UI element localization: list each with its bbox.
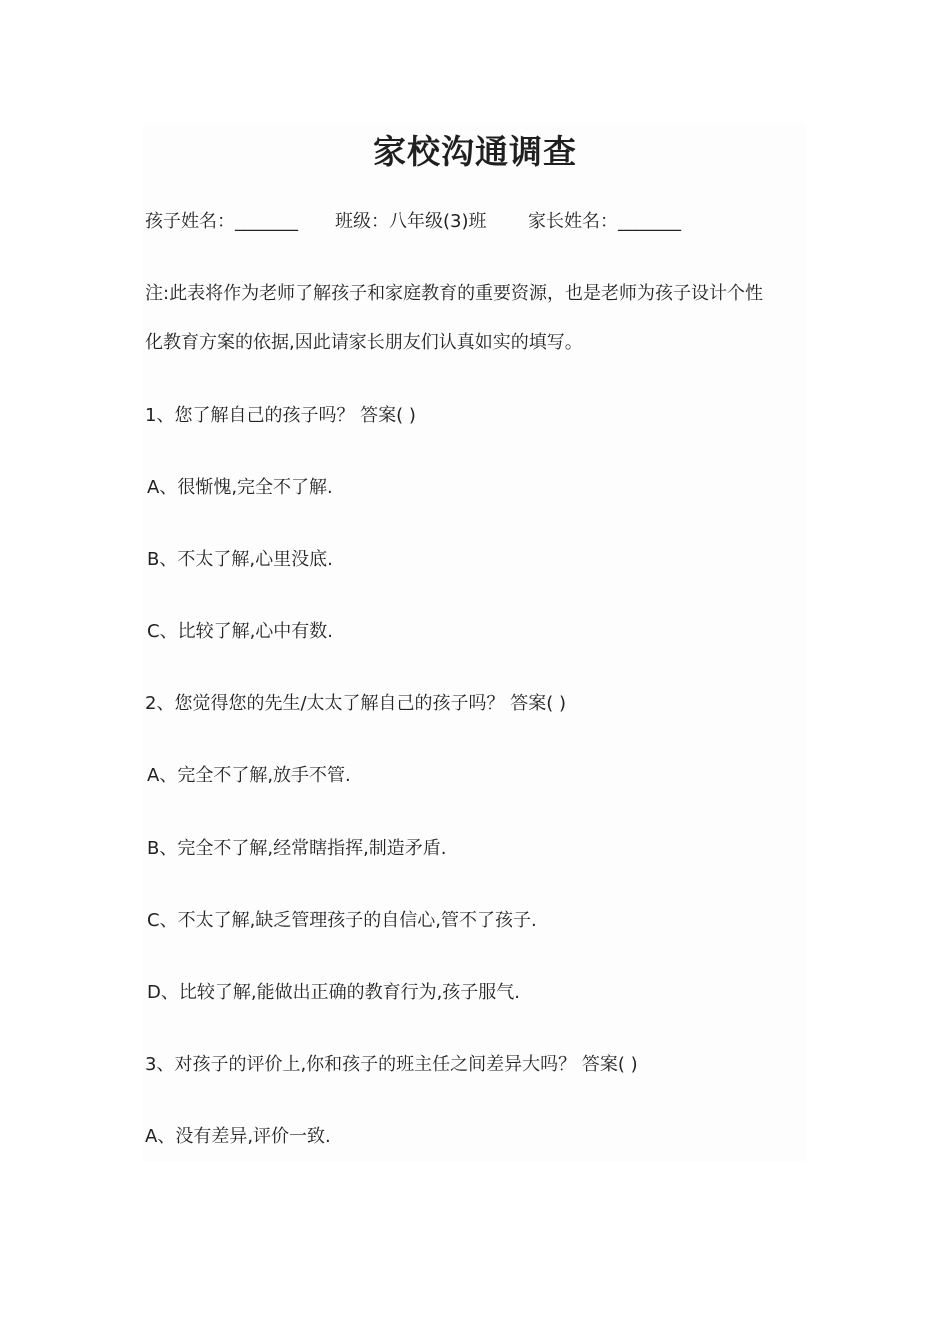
note-line-2: 化教育方案的依据,因此请家长朋友们认真如实的填写。: [145, 332, 583, 353]
question-1-option-c: C、比较了解,心中有数.: [147, 621, 334, 642]
note-line-1: 注:此表将作为老师了解孩子和家庭教育的重要资源，也是老师为孩子设计个性: [145, 283, 764, 304]
question-2-option-b: B、完全不了解,经常瞎指挥,制造矛盾.: [147, 838, 447, 859]
question-1-option-a: A、很惭愧,完全不了解.: [147, 477, 333, 498]
question-2-option-d: D、比较了解,能做出正确的教育行为,孩子服气.: [147, 982, 521, 1003]
class-field: 班级：八年级(3)班: [335, 211, 487, 232]
question-3-option-a: A、没有差异,评价一致.: [145, 1126, 331, 1147]
parent-name-field: 家长姓名：_______: [528, 211, 681, 232]
question-1-option-b: B、不太了解,心里没底.: [147, 549, 333, 570]
child-name-field: 孩子姓名：_______: [145, 211, 298, 232]
question-2-option-a: A、完全不了解,放手不管.: [147, 765, 351, 786]
question-2: 2、您觉得您的先生/太太了解自己的孩子吗？ 答案( ): [145, 693, 567, 714]
document-title: 家校沟通调查: [373, 132, 577, 171]
question-1: 1、您了解自己的孩子吗？ 答案( ): [145, 405, 416, 426]
question-3: 3、对孩子的评价上,你和孩子的班主任之间差异大吗？ 答案( ): [145, 1054, 638, 1075]
question-2-option-c: C、不太了解,缺乏管理孩子的自信心,管不了孩子.: [147, 910, 537, 931]
